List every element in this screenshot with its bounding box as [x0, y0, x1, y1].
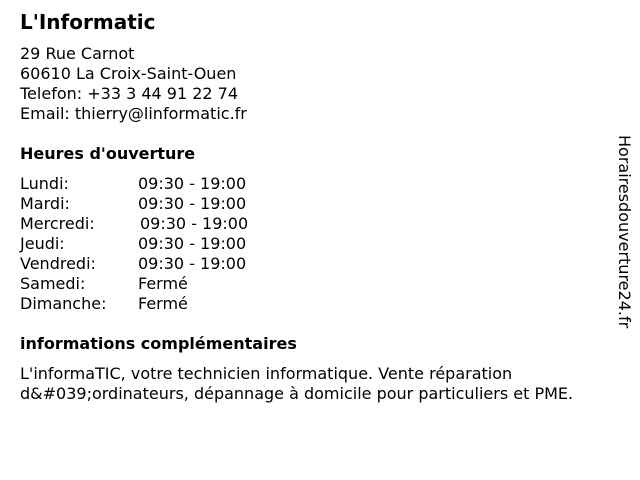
hours-row: [20, 254, 320, 274]
day-label: Vendredi:: [20, 254, 96, 273]
hours-row: [20, 294, 320, 314]
day-label: Dimanche:: [20, 294, 107, 313]
day-label: Lundi:: [20, 174, 69, 193]
day-label: Mardi:: [20, 194, 70, 213]
phone-number: Telefon: +33 3 44 91 22 74: [20, 84, 239, 103]
time-value: Fermé: [138, 274, 188, 293]
city-address: 60610 La Croix-Saint-Ouen: [20, 64, 237, 83]
site-watermark: Horairesdouverture24.fr: [615, 135, 634, 329]
hours-row: [20, 174, 320, 194]
hours-row: [20, 214, 320, 234]
address-block: [20, 44, 247, 124]
hours-row: [20, 194, 320, 214]
hours-row: [20, 274, 320, 294]
street-address: 29 Rue Carnot: [20, 44, 135, 63]
time-value: 09:30 - 19:00: [138, 234, 247, 253]
info-heading: informations complémentaires: [20, 334, 297, 353]
info-description: L'informaTIC, votre technicien informatique. Vente réparation d&#039;ordinateurs, dépannage à domicile pour particuliers et PME.: [20, 364, 574, 403]
day-label: Mercredi:: [20, 214, 95, 233]
time-value: 09:30 - 19:00: [138, 254, 247, 273]
email-address: Email: thierry@linformatic.fr: [20, 104, 247, 123]
business-name: L'Informatic: [20, 10, 156, 34]
time-value: 09:30 - 19:00: [140, 214, 249, 233]
day-label: Samedi:: [20, 274, 86, 293]
hours-heading: Heures d'ouverture: [20, 144, 196, 163]
time-value: 09:30 - 19:00: [138, 174, 247, 193]
hours-table: [20, 174, 320, 314]
day-label: Jeudi:: [20, 234, 65, 253]
time-value: Fermé: [138, 294, 188, 313]
time-value: 09:30 - 19:00: [138, 194, 247, 213]
hours-row: [20, 234, 320, 254]
